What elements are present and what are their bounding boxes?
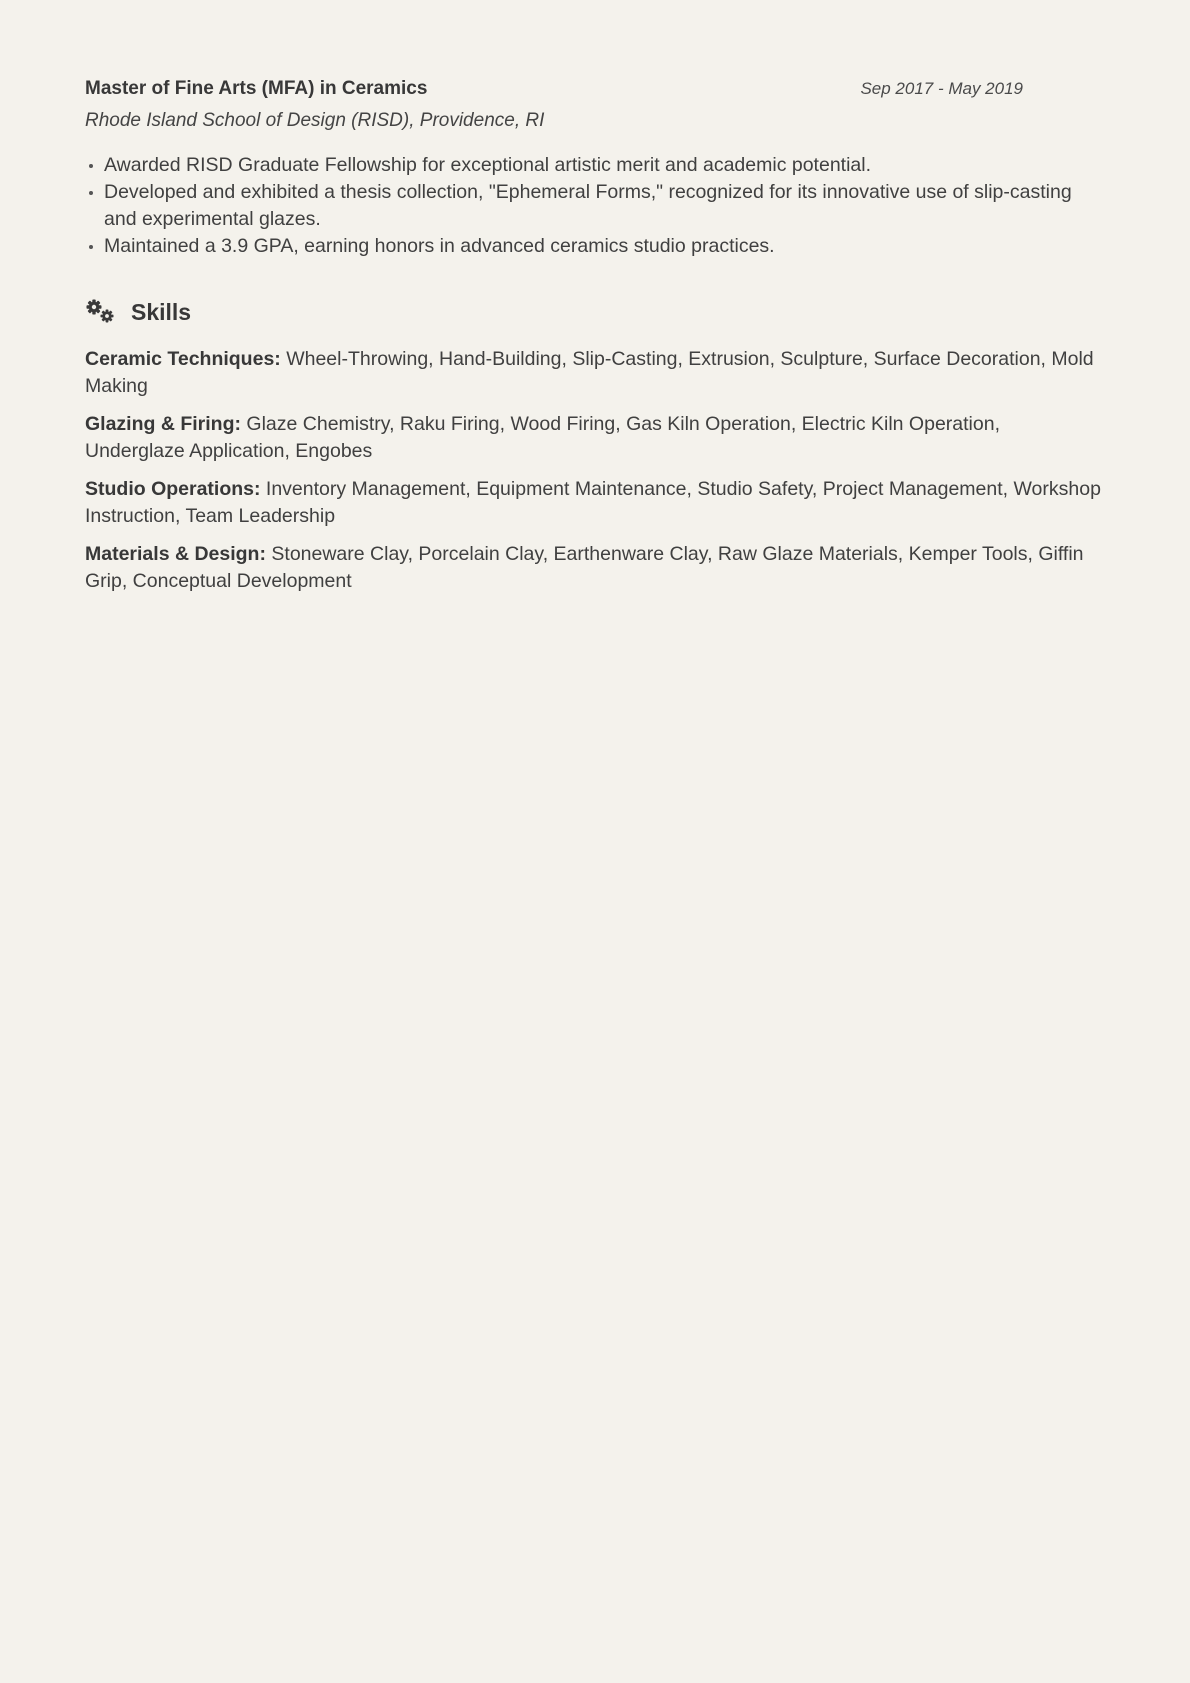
skill-row	[85, 411, 1105, 465]
education-header	[85, 78, 1023, 100]
skill-value: Wheel-Throwing, Hand-Building, Slip-Casting, Extrusion, Sculpture, Surface Decoration, Mold Making	[85, 348, 1094, 397]
skill-row	[85, 476, 1105, 530]
skill-row	[85, 346, 1105, 400]
skill-label: Studio Operations:	[85, 478, 261, 500]
skill-value: Stoneware Clay, Porcelain Clay, Earthenware Clay, Raw Glaze Materials, Kemper Tools, Giffin Grip, Conceptual Development	[85, 543, 1084, 592]
skill-label: Ceramic Techniques:	[85, 348, 281, 370]
gears-icon	[85, 298, 117, 326]
skill-row	[85, 541, 1105, 595]
resume-page	[85, 78, 1105, 606]
education-highlights	[85, 152, 1105, 260]
degree-title: Master of Fine Arts (MFA) in Ceramics	[85, 78, 428, 99]
education-dates: Sep 2017 - May 2019	[860, 79, 1023, 98]
list-item: Maintained a 3.9 GPA, earning honors in advanced ceramics studio practices.	[104, 233, 1105, 260]
skills-list	[85, 346, 1105, 595]
list-item: Developed and exhibited a thesis collection, "Ephemeral Forms," recognized for its innovative use of slip-casting and experimental glazes.	[104, 179, 1105, 233]
skills-section-header	[85, 298, 1105, 326]
school-name: Rhode Island School of Design (RISD), Providence, RI	[85, 110, 545, 131]
section-title: Skills	[131, 298, 192, 325]
education-entry	[85, 78, 1105, 260]
skill-value: Inventory Management, Equipment Maintenance, Studio Safety, Project Management, Workshop Instruction, Team Leadership	[85, 478, 1101, 527]
skill-value: Glaze Chemistry, Raku Firing, Wood Firing, Gas Kiln Operation, Electric Kiln Operation, Underglaze Application, Engobes	[85, 413, 1000, 462]
list-item: Awarded RISD Graduate Fellowship for exceptional artistic merit and academic potential.	[104, 152, 1105, 179]
skill-label: Glazing & Firing:	[85, 413, 241, 435]
skill-label: Materials & Design:	[85, 543, 266, 565]
